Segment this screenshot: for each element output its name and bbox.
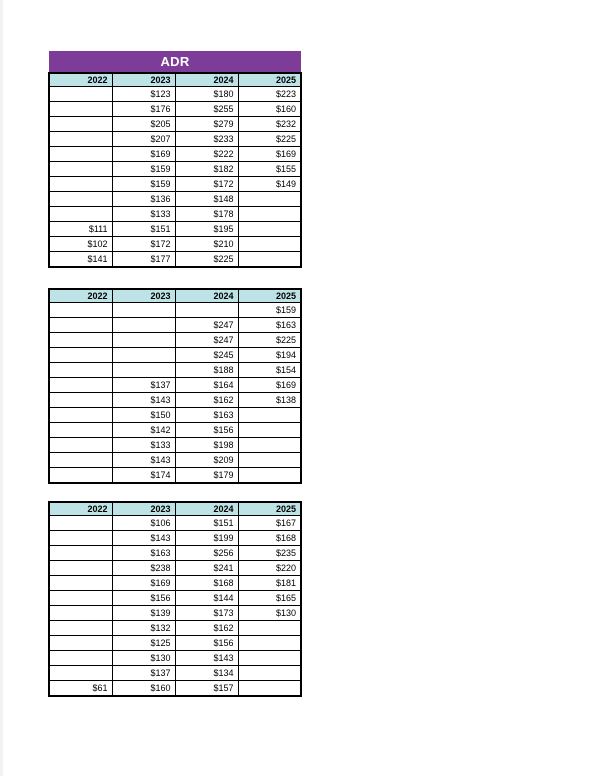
value-cell[interactable]: $143 [112,531,175,546]
value-cell[interactable]: $179 [175,468,238,484]
column-header-2024[interactable]: 2024 [175,502,238,516]
value-cell[interactable]: $177 [112,252,175,268]
empty-cell[interactable] [49,408,112,423]
value-cell[interactable]: $169 [238,147,301,162]
empty-cell[interactable] [49,318,112,333]
table-row [49,516,301,531]
adr-table-2 [48,288,302,484]
value-cell[interactable]: $223 [238,87,301,102]
value-cell[interactable]: $165 [238,591,301,606]
value-cell[interactable]: $247 [175,318,238,333]
value-cell[interactable]: $144 [175,591,238,606]
empty-cell[interactable] [49,393,112,408]
value-cell[interactable]: $195 [175,222,238,237]
table-row [49,666,301,681]
column-header-2025[interactable]: 2025 [238,502,301,516]
empty-cell[interactable] [49,576,112,591]
empty-cell[interactable] [238,237,301,252]
empty-cell[interactable] [49,132,112,147]
column-header-2023[interactable]: 2023 [112,73,175,87]
value-cell[interactable]: $106 [112,516,175,531]
value-cell[interactable]: $148 [175,192,238,207]
column-header-2025[interactable]: 2025 [238,289,301,303]
value-cell[interactable]: $176 [112,102,175,117]
empty-cell[interactable] [49,147,112,162]
value-cell[interactable]: $168 [238,531,301,546]
value-cell[interactable]: $143 [112,393,175,408]
empty-cell[interactable] [112,363,175,378]
value-cell[interactable]: $247 [175,333,238,348]
empty-cell[interactable] [238,438,301,453]
value-cell[interactable]: $173 [175,606,238,621]
value-cell[interactable]: $222 [175,147,238,162]
value-cell[interactable]: $151 [112,222,175,237]
empty-cell[interactable] [49,207,112,222]
value-cell[interactable]: $134 [175,666,238,681]
column-header-2023[interactable]: 2023 [112,289,175,303]
empty-cell[interactable] [238,621,301,636]
value-cell[interactable]: $220 [238,561,301,576]
empty-cell[interactable] [49,117,112,132]
empty-cell[interactable] [49,303,112,318]
empty-cell[interactable] [112,318,175,333]
table-row [49,252,301,268]
value-cell[interactable]: $156 [175,423,238,438]
value-cell[interactable]: $150 [112,408,175,423]
value-cell[interactable]: $225 [238,333,301,348]
table-row [49,177,301,192]
value-cell[interactable]: $160 [112,681,175,697]
table-row [49,318,301,333]
value-cell[interactable]: $210 [175,237,238,252]
value-cell[interactable]: $162 [175,393,238,408]
value-cell[interactable]: $130 [238,606,301,621]
table-row [49,303,301,318]
value-cell[interactable]: $238 [112,561,175,576]
empty-cell[interactable] [112,303,175,318]
table-row [49,237,301,252]
value-cell[interactable]: $167 [238,516,301,531]
adr-table-1 [48,51,302,268]
empty-cell[interactable] [238,636,301,651]
value-cell[interactable]: $279 [175,117,238,132]
empty-cell[interactable] [49,666,112,681]
value-cell[interactable]: $256 [175,546,238,561]
empty-cell[interactable] [238,423,301,438]
value-cell[interactable]: $159 [238,303,301,318]
value-cell[interactable]: $172 [175,177,238,192]
value-cell[interactable]: $245 [175,348,238,363]
table-row [49,192,301,207]
empty-cell[interactable] [49,333,112,348]
value-cell[interactable]: $163 [238,318,301,333]
value-cell[interactable]: $149 [238,177,301,192]
table-row [49,423,301,438]
column-header-2022[interactable]: 2022 [49,289,112,303]
value-cell[interactable]: $174 [112,468,175,484]
column-header-2023[interactable]: 2023 [112,502,175,516]
value-cell[interactable]: $181 [238,576,301,591]
value-cell[interactable]: $209 [175,453,238,468]
value-cell[interactable]: $169 [112,147,175,162]
table-row [49,207,301,222]
empty-cell[interactable] [238,252,301,268]
column-header-2022[interactable]: 2022 [49,502,112,516]
value-cell[interactable]: $151 [175,516,238,531]
table-row [49,546,301,561]
empty-cell[interactable] [49,606,112,621]
value-cell[interactable]: $125 [112,636,175,651]
table-row [49,438,301,453]
empty-cell[interactable] [238,222,301,237]
table-row [49,408,301,423]
empty-cell[interactable] [49,651,112,666]
value-cell[interactable]: $156 [112,591,175,606]
table-row [49,468,301,484]
empty-cell[interactable] [49,102,112,117]
table-title: ADR [49,51,301,73]
empty-cell[interactable] [238,651,301,666]
empty-cell[interactable] [238,192,301,207]
value-cell[interactable]: $141 [49,252,112,268]
value-cell[interactable]: $111 [49,222,112,237]
value-cell[interactable]: $232 [238,117,301,132]
empty-cell[interactable] [238,207,301,222]
page-left-margin-edge [0,0,3,776]
empty-cell[interactable] [49,516,112,531]
adr-table-1-title-row [49,51,301,73]
adr-table-3-header-row [49,502,301,516]
value-cell[interactable]: $235 [238,546,301,561]
value-cell[interactable]: $159 [112,177,175,192]
value-cell[interactable]: $163 [112,546,175,561]
value-cell[interactable]: $241 [175,561,238,576]
table-row [49,132,301,147]
value-cell[interactable]: $133 [112,438,175,453]
table-row [49,576,301,591]
adr-table-2-body [49,289,301,483]
value-cell[interactable]: $207 [112,132,175,147]
value-cell[interactable]: $143 [175,651,238,666]
value-cell[interactable]: $180 [175,87,238,102]
table-row [49,363,301,378]
column-header-2022[interactable]: 2022 [49,73,112,87]
value-cell[interactable]: $159 [112,162,175,177]
value-cell[interactable]: $194 [238,348,301,363]
value-cell[interactable]: $225 [175,252,238,268]
empty-cell[interactable] [49,423,112,438]
table-row [49,591,301,606]
table-row [49,147,301,162]
value-cell[interactable]: $188 [175,363,238,378]
value-cell[interactable]: $225 [238,132,301,147]
adr-table-2-header-row [49,289,301,303]
column-header-2024[interactable]: 2024 [175,73,238,87]
adr-table-3 [48,501,302,697]
value-cell[interactable]: $138 [238,393,301,408]
empty-cell[interactable] [49,591,112,606]
empty-cell[interactable] [238,468,301,484]
table-row [49,162,301,177]
value-cell[interactable]: $233 [175,132,238,147]
empty-cell[interactable] [112,333,175,348]
column-header-2025[interactable]: 2025 [238,73,301,87]
empty-cell[interactable] [49,531,112,546]
empty-cell[interactable] [49,192,112,207]
value-cell[interactable]: $172 [112,237,175,252]
value-cell[interactable]: $255 [175,102,238,117]
table-row [49,606,301,621]
empty-cell[interactable] [49,378,112,393]
table-row [49,636,301,651]
value-cell[interactable]: $154 [238,363,301,378]
value-cell[interactable]: $123 [112,87,175,102]
table-row [49,87,301,102]
value-cell[interactable]: $178 [175,207,238,222]
value-cell[interactable]: $162 [175,621,238,636]
value-cell[interactable]: $160 [238,102,301,117]
value-cell[interactable]: $169 [238,378,301,393]
table-row [49,378,301,393]
table-row [49,333,301,348]
empty-cell[interactable] [49,621,112,636]
empty-cell[interactable] [112,348,175,363]
empty-cell[interactable] [49,561,112,576]
value-cell[interactable]: $164 [175,378,238,393]
empty-cell[interactable] [49,468,112,484]
value-cell[interactable]: $198 [175,438,238,453]
empty-cell[interactable] [49,438,112,453]
table-row [49,102,301,117]
value-cell[interactable]: $137 [112,378,175,393]
empty-cell[interactable] [49,546,112,561]
empty-cell[interactable] [49,636,112,651]
table-row [49,393,301,408]
adr-table-1-body [49,51,301,267]
value-cell[interactable]: $130 [112,651,175,666]
empty-cell[interactable] [238,408,301,423]
empty-cell[interactable] [238,666,301,681]
value-cell[interactable]: $136 [112,192,175,207]
table-row [49,117,301,132]
adr-table-1-header-row [49,73,301,87]
value-cell[interactable]: $155 [238,162,301,177]
empty-cell[interactable] [49,348,112,363]
empty-cell[interactable] [49,177,112,192]
table-row [49,561,301,576]
table-row [49,531,301,546]
value-cell[interactable]: $142 [112,423,175,438]
empty-cell[interactable] [49,453,112,468]
value-cell[interactable]: $163 [175,408,238,423]
value-cell[interactable]: $61 [49,681,112,697]
value-cell[interactable]: $102 [49,237,112,252]
value-cell[interactable]: $133 [112,207,175,222]
empty-cell[interactable] [49,87,112,102]
table-row [49,453,301,468]
table-row [49,651,301,666]
value-cell[interactable]: $139 [112,606,175,621]
table-row [49,222,301,237]
value-cell[interactable]: $132 [112,621,175,636]
value-cell[interactable]: $157 [175,681,238,697]
value-cell[interactable]: $205 [112,117,175,132]
empty-cell[interactable] [49,363,112,378]
empty-cell[interactable] [238,681,301,697]
value-cell[interactable]: $169 [112,576,175,591]
table-row [49,348,301,363]
column-header-2024[interactable]: 2024 [175,289,238,303]
value-cell[interactable]: $168 [175,576,238,591]
empty-cell[interactable] [175,303,238,318]
value-cell[interactable]: $199 [175,531,238,546]
empty-cell[interactable] [49,162,112,177]
value-cell[interactable]: $137 [112,666,175,681]
value-cell[interactable]: $156 [175,636,238,651]
adr-table-3-body [49,502,301,696]
table-row [49,621,301,636]
empty-cell[interactable] [238,453,301,468]
value-cell[interactable]: $182 [175,162,238,177]
table-row [49,681,301,697]
value-cell[interactable]: $143 [112,453,175,468]
